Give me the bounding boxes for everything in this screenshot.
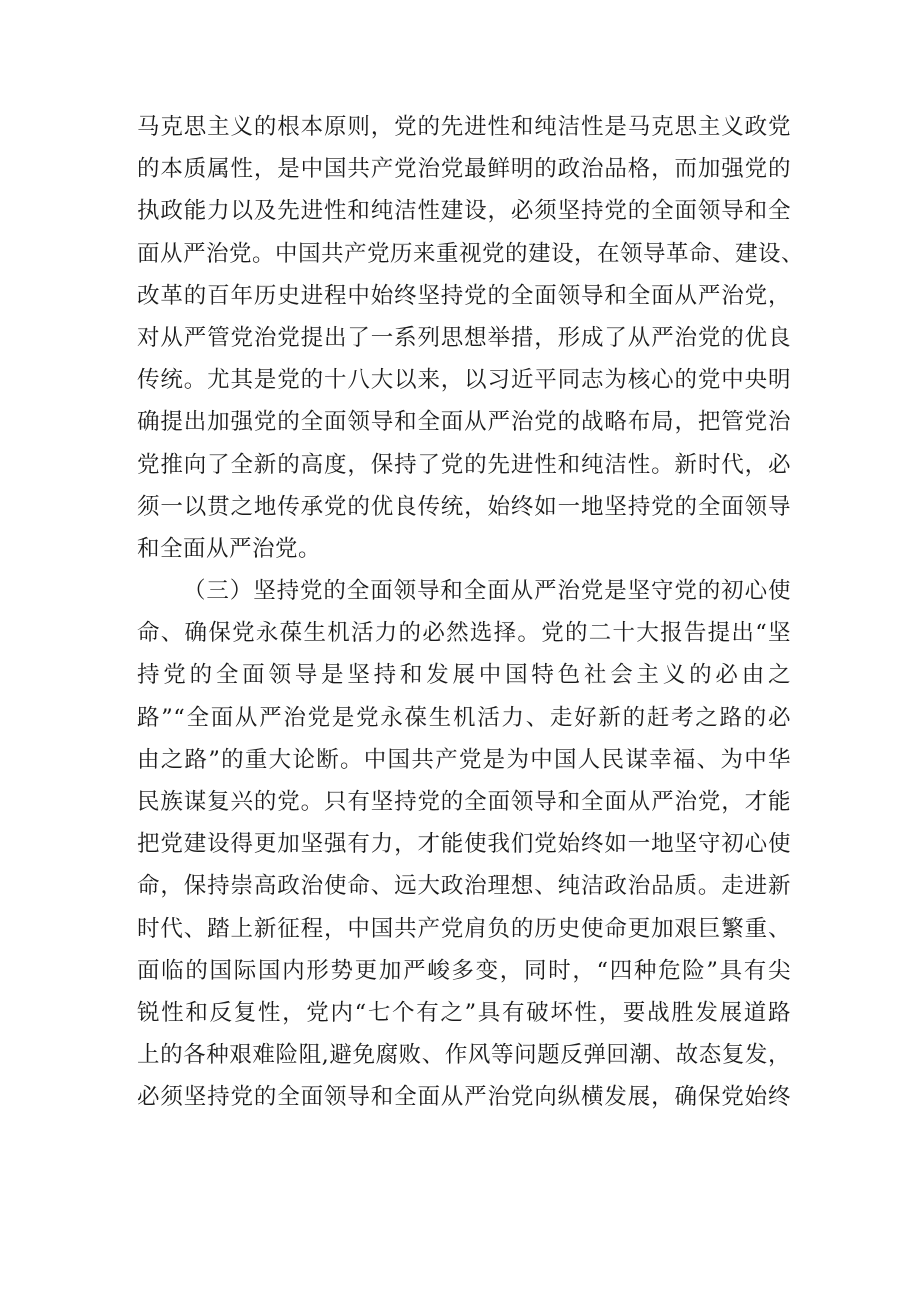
paragraph-1-line: 确提出加强党的全面领导和全面从严治党的战略布局，把管党治 [137,409,791,436]
paragraph-2-line: 把党建设得更加坚强有力，才能使我们党始终如一地坚守初心使 [137,831,791,858]
paragraph-1-line-last: 和全面从严治党。 [137,535,322,562]
paragraph-2-line: 民族谋复兴的党。只有坚持党的全面领导和全面从严治党，才能 [137,789,791,815]
paragraph-2-heading-line: （三）坚持党的全面领导和全面从严治党是坚守党的初心使 [183,578,791,605]
paragraph-1-line: 传统。尤其是党的十八大以来，以习近平同志为核心的党中央明 [137,367,791,394]
paragraph-1-line: 须一以贯之地传承党的优良传统，始终如一地坚持党的全面领导 [137,493,791,520]
paragraph-1-line: 马克思主义的根本原则，党的先进性和纯洁性是马克思主义政党 [137,114,791,140]
paragraph-2-line: 命，保持崇高政治使命、远大政治理想、纯洁政治品质。走进新 [137,873,791,900]
paragraph-2-line: 必须坚持党的全面领导和全面从严治党向纵横发展，确保党始终 [137,1084,791,1111]
document-body [137,106,805,1119]
paragraph-2-line: 命、确保党永葆生机活力的必然选择。党的二十大报告提出“坚 [137,620,791,647]
paragraph-2-line: 时代、踏上新征程，中国共产党肩负的历史使命更加艰巨繁重、 [137,915,791,942]
paragraph-2-line: 锐性和反复性，党内“七个有之”具有破坏性，要战胜发展道路 [137,999,791,1026]
paragraph-1-line: 改革的百年历史进程中始终坚持党的全面领导和全面从严治党， [137,282,791,309]
paragraph-2 [137,570,791,1118]
paragraph-2-line: 路”“全面从严治党是党永葆生机活力、走好新的赶考之路的必 [137,704,791,731]
paragraph-1-line: 党推向了全新的高度，保持了党的先进性和纯洁性。新时代，必 [137,451,791,478]
paragraph-1-line: 的本质属性，是中国共产党治党最鲜明的政治品格，而加强党的 [137,156,791,183]
paragraph-1-line: 面从严治党。中国共产党历来重视党的建设，在领导革命、建设、 [137,240,805,267]
paragraph-2-line: 持党的全面领导是坚持和发展中国特色社会主义的必由之 [137,662,791,689]
paragraph-2-line: 由之路”的重大论断。中国共产党是为中国人民谋幸福、为中华 [137,746,791,773]
paragraph-1 [137,106,805,570]
paragraph-1-line: 执政能力以及先进性和纯洁性建设，必须坚持党的全面领导和全 [137,198,791,225]
paragraph-2-line: 面临的国际国内形势更加严峻多变，同时，“四种危险”具有尖 [137,957,791,984]
paragraph-2-line: 上的各种艰难险阻,避免腐败、作风等问题反弹回潮、故态复发， [137,1042,791,1069]
paragraph-1-line: 对从严管党治党提出了一系列思想举措，形成了从严治党的优良 [137,324,791,351]
